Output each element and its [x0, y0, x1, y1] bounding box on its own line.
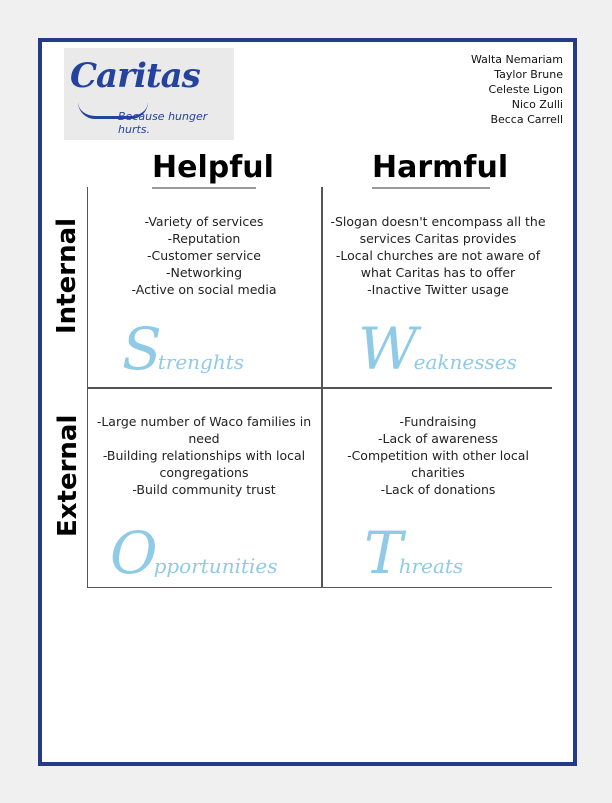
logo-tagline: Because hunger hurts. — [118, 110, 208, 136]
threats-list — [322, 413, 554, 498]
author-name: Taylor Brune — [494, 68, 563, 81]
title-rest: hreats — [398, 554, 464, 578]
quadrant-opportunities — [88, 389, 320, 588]
list-item: -Lack of donations — [380, 482, 496, 497]
title-rest: eaknesses — [413, 350, 517, 374]
list-item: -Active on social media — [131, 282, 277, 297]
heading-underline-harmful — [372, 187, 490, 189]
list-item: -Building relationships with local congregations — [102, 448, 306, 480]
list-item: -Slogan doesn't encompass all the services Caritas provides — [330, 214, 546, 246]
strengths-list — [88, 213, 320, 298]
title-capital: T — [364, 519, 403, 587]
weaknesses-title — [358, 315, 517, 383]
author-list — [471, 52, 563, 127]
opportunities-title — [110, 519, 278, 587]
quadrant-threats — [322, 389, 554, 588]
logo-wordmark: Caritas — [70, 56, 200, 96]
list-item: -Variety of services — [144, 214, 264, 229]
author-name: Nico Zulli — [511, 98, 563, 111]
list-item: -Reputation — [167, 231, 241, 246]
column-heading-helpful: Helpful — [152, 150, 274, 185]
list-item: -Competition with other local charities — [347, 448, 529, 480]
author-name: Celeste Ligon — [488, 83, 563, 96]
list-item: -Networking — [165, 265, 243, 280]
swot-page — [38, 38, 577, 766]
strengths-title — [122, 315, 244, 383]
heading-underline-helpful — [152, 187, 256, 189]
title-capital: S — [122, 315, 162, 383]
weaknesses-list — [322, 213, 554, 298]
list-item: -Build community trust — [132, 482, 276, 497]
list-item: -Inactive Twitter usage — [367, 282, 509, 297]
threats-title — [364, 519, 463, 587]
row-heading-internal: Internal — [52, 217, 82, 334]
column-heading-harmful: Harmful — [372, 150, 509, 185]
list-item: -Local churches are not aware of what Caritas has to offer — [335, 248, 541, 280]
list-item: -Lack of awareness — [378, 431, 498, 446]
opportunities-list — [88, 413, 320, 498]
caritas-logo — [64, 48, 234, 140]
list-item: -Large number of Waco families in need — [96, 414, 312, 446]
list-item: -Customer service — [147, 248, 261, 263]
title-capital: W — [358, 315, 418, 383]
list-item: -Fundraising — [399, 414, 477, 429]
quadrant-strengths — [88, 187, 320, 386]
quadrant-weaknesses — [322, 187, 554, 386]
author-name: Walta Nemariam — [470, 53, 563, 66]
title-rest: trenghts — [157, 350, 245, 374]
title-rest: pportunities — [153, 554, 278, 578]
swot-grid — [87, 187, 552, 588]
row-heading-external: External — [53, 414, 83, 537]
author-name: Becca Carrell — [490, 113, 563, 126]
title-capital: O — [110, 519, 158, 587]
